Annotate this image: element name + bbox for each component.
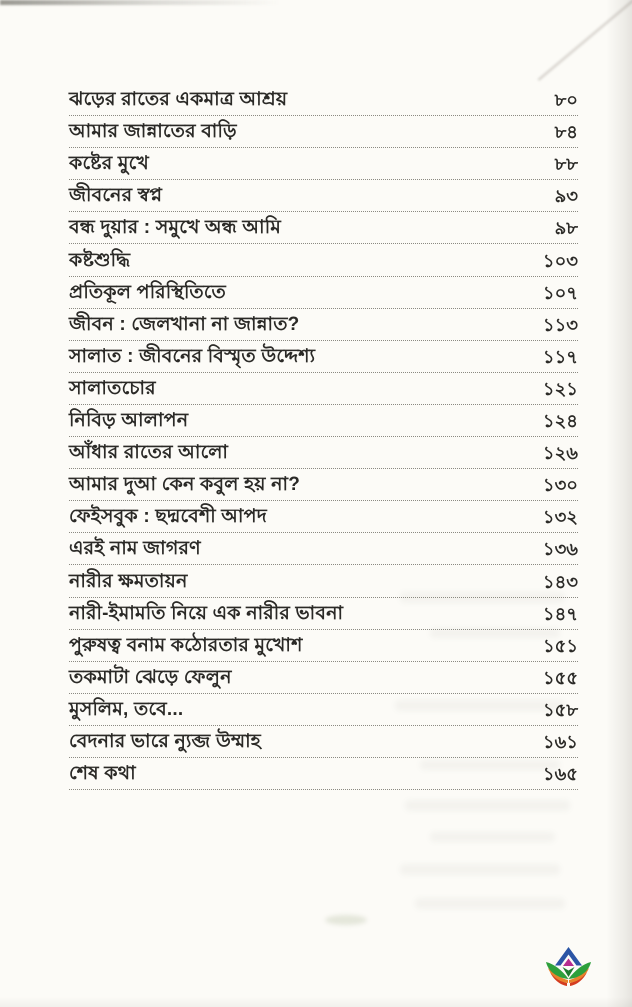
- toc-entry-title: নারীর ক্ষমতায়ন: [69, 570, 188, 592]
- toc-row: [69, 662, 578, 694]
- bleed-through-ghost: [405, 800, 570, 811]
- toc-entry-title: প্রতিকূল পরিস্থিতিতে: [69, 281, 226, 303]
- toc-row: [69, 533, 578, 565]
- toc-row: [69, 565, 578, 597]
- toc-row: [69, 469, 578, 501]
- toc-entry-page: ১৫১: [542, 635, 578, 656]
- toc-entry-title: পুরুষত্ব বনাম কঠোরতার মুখোশ: [69, 634, 303, 656]
- toc-list: [69, 84, 578, 790]
- toc-entry-page: ১৫৮: [542, 699, 578, 720]
- toc-entry-page: ১০৭: [542, 282, 578, 303]
- toc-entry-page: ১৪৩: [542, 571, 578, 592]
- toc-entry-page: ১৩২: [542, 507, 578, 528]
- toc-row: [69, 373, 578, 405]
- toc-row: [69, 501, 578, 533]
- toc-row: [69, 148, 578, 180]
- toc-row: [69, 405, 578, 437]
- bleed-through-ghost: [400, 864, 560, 875]
- toc-entry-title: আমার জান্নাতের বাড়ি: [69, 121, 237, 143]
- toc-entry-title: বন্ধ দুয়ার : সমুখে অন্ধ আমি: [69, 217, 281, 239]
- toc-entry-page: ৮০: [554, 90, 578, 111]
- toc-row: [69, 277, 578, 309]
- toc-entry-title: ফেইসবুক : ছদ্মবেশী আপদ: [69, 506, 267, 528]
- scan-bottom-edge-shadow: [0, 997, 632, 1007]
- toc-entry-page: ১২১: [542, 378, 578, 399]
- toc-entry-page: ৯৩: [554, 186, 578, 207]
- toc-entry-title: তকমাটা ঝেড়ে ফেলুন: [69, 666, 232, 688]
- toc-entry-title: ঝড়ের রাতের একমাত্র আশ্রয়: [69, 89, 288, 111]
- toc-entry-page: ১২৪: [542, 411, 578, 432]
- toc-entry-title: আঁধার রাতের আলো: [69, 442, 229, 464]
- toc-entry-title: নারী-ইমামতি নিয়ে এক নারীর ভাবনা: [69, 602, 344, 624]
- toc-entry-title: এরই নাম জাগরণ: [69, 538, 201, 560]
- toc-row: [69, 244, 578, 276]
- toc-entry-page: ৯৮: [554, 218, 578, 239]
- toc-row: [69, 726, 578, 758]
- toc-entry-title: আমার দুআ কেন কবুল হয় না?: [69, 474, 301, 496]
- toc-row: [69, 116, 578, 148]
- toc-row: [69, 437, 578, 469]
- toc-row: [69, 341, 578, 373]
- toc-entry-page: ১১৩: [542, 314, 578, 335]
- toc-row: [69, 212, 578, 244]
- toc-entry-page: ১১৭: [542, 346, 578, 367]
- toc-entry-page: ১০৩: [542, 250, 578, 271]
- toc-row: [69, 758, 578, 790]
- toc-entry-page: ১৫৫: [542, 667, 578, 688]
- toc-row: [69, 309, 578, 341]
- scan-right-edge-shadow: [606, 0, 632, 1007]
- toc-entry-page: ১৬৫: [542, 764, 578, 785]
- toc-entry-title: কষ্টের মুখে: [69, 153, 149, 175]
- toc-entry-page: ১৬১: [542, 731, 578, 752]
- toc-row: [69, 180, 578, 212]
- bleed-through-ghost: [415, 898, 565, 909]
- toc-entry-title: সালাত : জীবনের বিস্মৃত উদ্দেশ্য: [69, 345, 316, 367]
- bleed-through-ghost: [430, 832, 555, 842]
- scan-smudge: [325, 915, 367, 925]
- toc-entry-page: ৮৪: [554, 122, 578, 143]
- toc-entry-page: ১৩৬: [542, 539, 578, 560]
- toc-row: [69, 630, 578, 662]
- toc-entry-title: সালাতচোর: [69, 377, 156, 399]
- scan-corner-streak: [538, 0, 632, 81]
- toc-entry-page: ১২৬: [542, 443, 578, 464]
- toc-entry-title: জীবন : জেলখানা না জান্নাত?: [69, 313, 300, 335]
- scan-top-edge-smudge: [0, 0, 280, 5]
- toc-entry-title: মুসলিম, তবে...: [69, 698, 184, 720]
- toc-entry-title: বেদনার ভারে ন্যুব্জ উম্মাহ: [69, 730, 261, 752]
- open-book-icon: [546, 947, 591, 986]
- toc-entry-title: কষ্টশুদ্ধি: [69, 249, 131, 271]
- toc-row: [69, 84, 578, 116]
- toc-entry-page: ১৪৭: [542, 603, 578, 624]
- publisher-logo: [545, 946, 592, 988]
- toc-entry-page: ১৩০: [542, 475, 578, 496]
- toc-entry-title: শেষ কথা: [69, 763, 136, 785]
- toc-entry-title: জীবনের স্বপ্ন: [69, 185, 163, 207]
- toc-row: [69, 598, 578, 630]
- toc-entry-title: নিবিড় আলাপন: [69, 410, 189, 432]
- toc-row: [69, 694, 578, 726]
- toc-entry-page: ৮৮: [554, 154, 578, 175]
